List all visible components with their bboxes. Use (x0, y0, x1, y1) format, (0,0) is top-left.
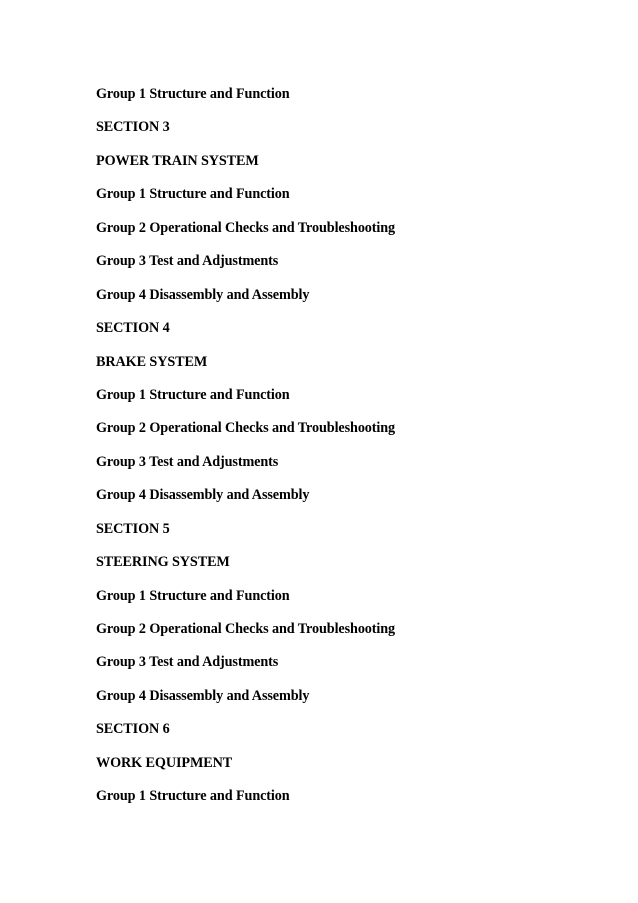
toc-group-line: Group 2 Operational Checks and Troubleshooting (96, 621, 396, 637)
toc-group-line: Group 2 Operational Checks and Troubleshooting (96, 219, 396, 236)
toc-section-heading: SECTION 3 (96, 119, 170, 136)
table-of-contents (96, 86, 395, 822)
toc-section-title: BRAKE SYSTEM (96, 353, 208, 370)
toc-section-title: STEERING SYSTEM (96, 554, 230, 571)
toc-group-line: Group 2 Operational Checks and Troubleshooting (96, 420, 396, 437)
toc-group-line: Group 3 Test and Adjustments (96, 654, 279, 671)
toc-group-line: Group 4 Disassembly and Assembly (96, 687, 310, 704)
toc-group-line: Group 1 Structure and Function (96, 386, 290, 403)
toc-group-line: Group 1 Structure and Function (96, 86, 290, 102)
toc-group-line: Group 1 Structure and Function (96, 186, 290, 203)
toc-section-heading: SECTION 5 (96, 520, 170, 537)
toc-section-heading: SECTION 4 (96, 320, 170, 337)
toc-group-line: Group 3 Test and Adjustments (96, 253, 279, 270)
toc-group-line: Group 3 Test and Adjustments (96, 453, 279, 470)
toc-section-title: WORK EQUIPMENT (96, 754, 233, 771)
toc-section-title: POWER TRAIN SYSTEM (96, 152, 259, 169)
toc-group-line: Group 4 Disassembly and Assembly (96, 286, 310, 303)
toc-section-heading: SECTION 6 (96, 721, 170, 738)
toc-group-line: Group 1 Structure and Function (96, 788, 290, 805)
toc-group-line: Group 4 Disassembly and Assembly (96, 487, 310, 504)
toc-group-line: Group 1 Structure and Function (96, 587, 290, 604)
